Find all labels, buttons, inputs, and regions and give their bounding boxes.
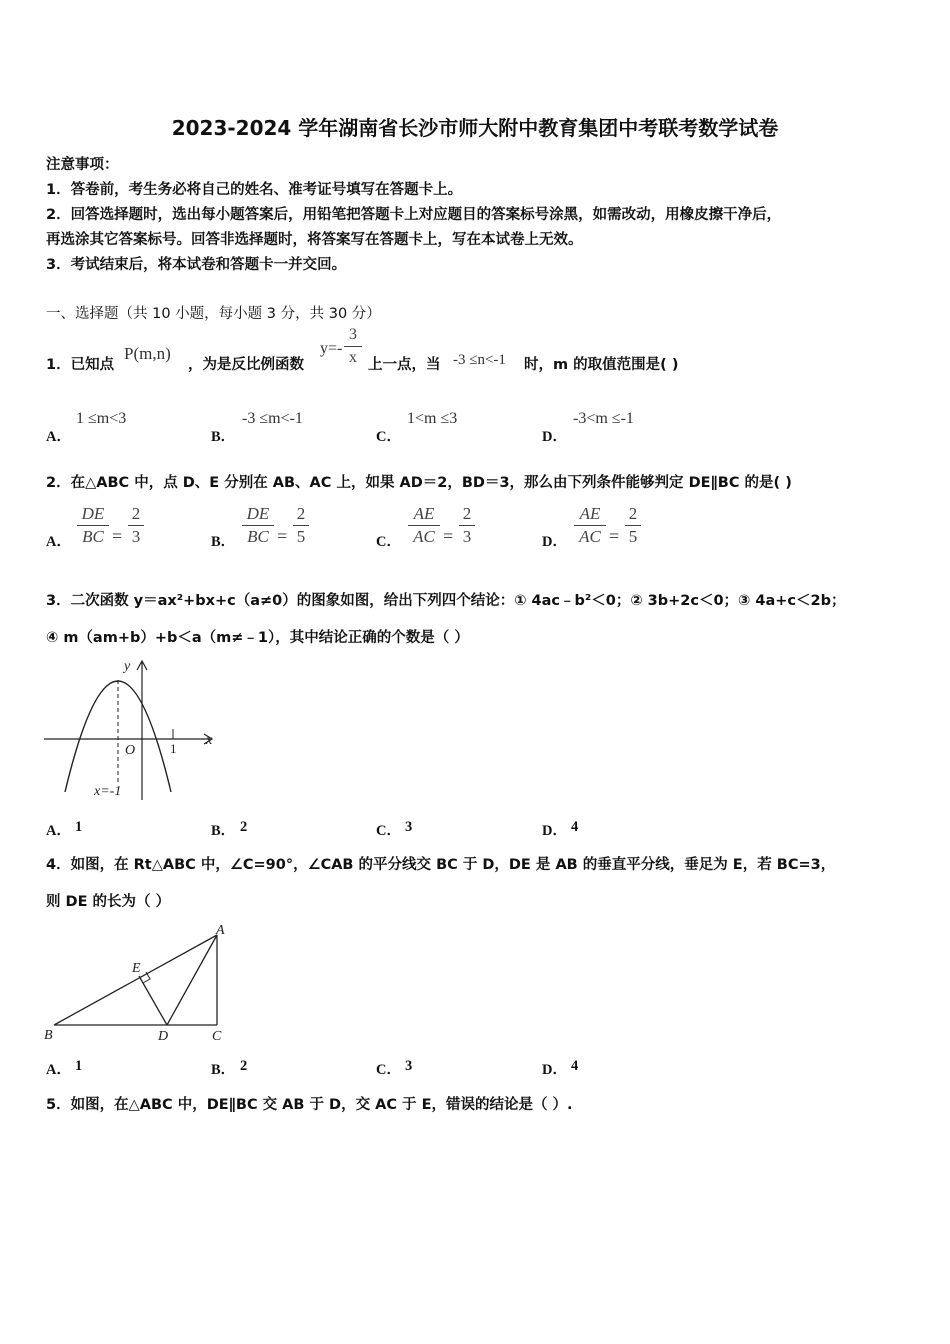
- q3-origin-label: O: [125, 743, 136, 758]
- q1-option-b-label: B．: [211, 429, 236, 445]
- q1-point: P(m,n): [124, 344, 171, 363]
- q2-a-vden: 3: [131, 527, 141, 546]
- q3-parabola-graph: [40, 650, 230, 805]
- q3-option-b-label: B．: [211, 823, 236, 839]
- q2-b-den: BC: [247, 527, 269, 546]
- q5-line-1: 5．如图，在△ABC 中，DE∥BC 交 AB 于 D，交 AC 于 E，错误的结论是（ ）.: [46, 1097, 573, 1113]
- q4-option-d-label: D．: [542, 1062, 567, 1078]
- q1-func-num: 3: [344, 324, 362, 347]
- q2-text: 2．在△ABC 中，点 D、E 分别在 AB、AC 上，如果 AD＝2，BD＝3，那么由下列条件能够判定 DE∥BC 的是( ): [46, 475, 792, 491]
- q2-option-a-lhs[interactable]: [77, 503, 109, 548]
- q1-option-a[interactable]: 1 ≤m<3: [76, 410, 127, 427]
- q2-b-equals: =: [277, 526, 288, 546]
- q2-option-d-rhs: [625, 503, 641, 548]
- q1-option-d[interactable]: -3<m ≤-1: [573, 410, 634, 427]
- q2-b-num: DE: [242, 503, 274, 526]
- section-heading: 一、选择题（共 10 小题，每小题 3 分，共 30 分）: [46, 306, 381, 322]
- q3-axis-label: x=-1: [94, 784, 122, 799]
- q3-y-label: y: [124, 659, 131, 674]
- q2-b-vden: 5: [296, 527, 306, 546]
- q3-line-1: 3．二次函数 y＝ax²+bx+c（a≠0）的图象如图，给出下列四个结论：① 4ac﹣b²＜0；② 3b+2c＜0；③ 4a+c＜2b；: [46, 593, 846, 609]
- q2-c-vden: 3: [462, 527, 472, 546]
- q1-option-c[interactable]: 1<m ≤3: [407, 410, 458, 427]
- q2-option-b-lhs[interactable]: [242, 503, 274, 548]
- q2-d-vnum: 2: [625, 503, 641, 526]
- q4-right-angle-mark: [143, 972, 150, 983]
- q4-label-a: A: [216, 923, 225, 938]
- q4-option-b[interactable]: 2: [240, 1058, 248, 1074]
- q2-a-equals: =: [112, 526, 123, 546]
- q2-c-equals: =: [443, 526, 454, 546]
- q3-one-label: 1: [170, 741, 177, 756]
- q4-option-b-label: B．: [211, 1062, 236, 1078]
- q2-option-d-lhs[interactable]: [574, 503, 606, 548]
- q2-option-a-label: A．: [46, 534, 71, 550]
- q1-func-den: x: [349, 349, 357, 366]
- note-2b: 再选涂其它答案标号。回答非选择题时，将答案写在答题卡上，写在本试卷上无效。: [46, 232, 583, 248]
- q1-prefix: 1．已知点: [46, 357, 115, 373]
- notes-heading: 注意事项：: [46, 157, 119, 173]
- q3-option-c[interactable]: 3: [405, 819, 413, 835]
- q2-b-vnum: 2: [293, 503, 309, 526]
- q2-option-b-label: B．: [211, 534, 236, 550]
- page-title: 2023-2024 学年湖南省长沙市师大附中教育集团中考联考数学试卷: [171, 116, 779, 140]
- q2-option-c-lhs[interactable]: [408, 503, 440, 548]
- q4-option-a[interactable]: 1: [75, 1058, 83, 1074]
- q1-option-b[interactable]: -3 ≤m<-1: [242, 410, 303, 427]
- q2-a-num: DE: [77, 503, 109, 526]
- q2-c-num: AE: [408, 503, 440, 526]
- q2-d-den: AC: [579, 527, 601, 546]
- q2-d-equals: =: [609, 526, 620, 546]
- q4-option-a-label: A．: [46, 1062, 71, 1078]
- q1-option-c-label: C．: [376, 429, 401, 445]
- q4-line-1: 4．如图，在 Rt△ABC 中，∠C=90°，∠CAB 的平分线交 BC 于 D，DE 是 AB 的垂直平分线，垂足为 E，若 BC=3，: [46, 857, 836, 873]
- q1-func-lhs: y=-: [320, 340, 343, 357]
- q4-label-d: D: [158, 1029, 169, 1044]
- q3-option-c-label: C．: [376, 823, 401, 839]
- q2-option-b-rhs: [293, 503, 309, 548]
- q3-x-label: x: [206, 733, 213, 748]
- q2-option-d-label: D．: [542, 534, 567, 550]
- q2-d-num: AE: [574, 503, 606, 526]
- q4-label-b: B: [44, 1028, 53, 1043]
- q4-option-c[interactable]: 3: [405, 1058, 413, 1074]
- q3-option-d[interactable]: 4: [571, 819, 579, 835]
- q1-post1: 上一点，当: [368, 357, 441, 373]
- q4-triangle-figure: [40, 918, 240, 1046]
- q1-func-fraction: [344, 324, 362, 369]
- q4-label-e: E: [132, 961, 141, 976]
- q3-option-b[interactable]: 2: [240, 819, 248, 835]
- q3-option-d-label: D．: [542, 823, 567, 839]
- q2-option-c-rhs: [459, 503, 475, 548]
- q3-line-2: ④ m（am+b）+b＜a（m≠﹣1），其中结论正确的个数是（ ）: [46, 630, 469, 646]
- q2-a-vnum: 2: [128, 503, 144, 526]
- q1-mid: ，为是反比例函数: [188, 357, 304, 373]
- q2-option-a-rhs: [128, 503, 144, 548]
- q1-option-a-label: A．: [46, 429, 71, 445]
- q3-option-a[interactable]: 1: [75, 819, 83, 835]
- q4-label-c: C: [212, 1029, 222, 1044]
- q2-d-vden: 5: [628, 527, 638, 546]
- note-1: 1．答卷前，考生务必将自己的姓名、准考证号填写在答题卡上。: [46, 182, 463, 198]
- q4-option-d[interactable]: 4: [571, 1058, 579, 1074]
- q3-option-a-label: A．: [46, 823, 71, 839]
- q2-a-den: BC: [82, 527, 104, 546]
- note-3: 3．考试结束后，将本试卷和答题卡一并交回。: [46, 257, 347, 273]
- q4-line-2: 则 DE 的长为（ ）: [46, 894, 171, 910]
- q1-post2: 时，m 的取值范围是( ): [524, 357, 679, 373]
- note-2a: 2．回答选择题时，选出每小题答案后，用铅笔把答题卡上对应题目的答案标号涂黑，如需改动，用橡皮擦干净后，: [46, 207, 782, 223]
- q1-option-d-label: D．: [542, 429, 567, 445]
- q2-c-den: AC: [413, 527, 435, 546]
- q2-option-c-label: C．: [376, 534, 401, 550]
- q1-condition: -3 ≤n<-1: [453, 352, 506, 368]
- q4-option-c-label: C．: [376, 1062, 401, 1078]
- q2-c-vnum: 2: [459, 503, 475, 526]
